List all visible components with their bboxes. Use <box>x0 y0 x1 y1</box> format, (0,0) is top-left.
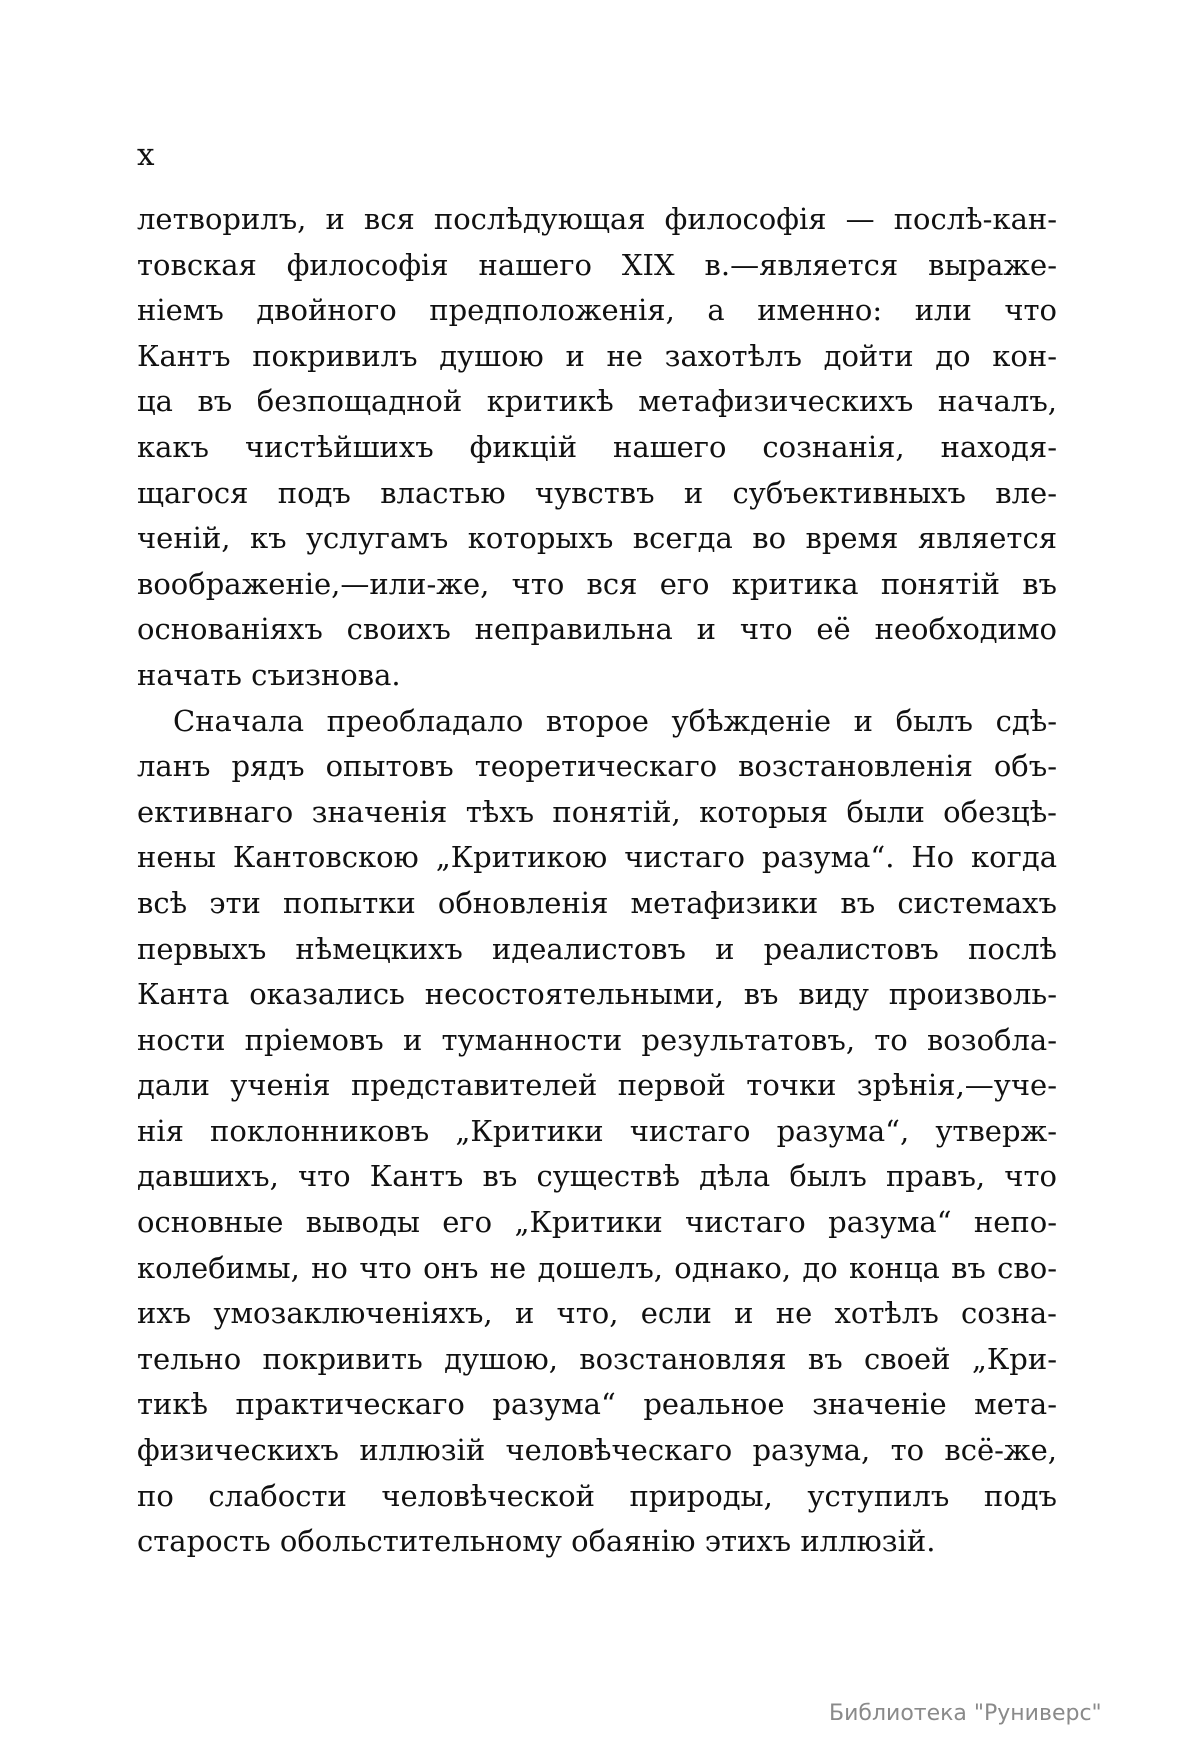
text-line: основаніяхъ своихъ неправильна и что её необходимо <box>137 612 1057 647</box>
text-line: воображеніе,—или-же, что вся его критика понятій въ <box>137 566 1057 601</box>
text-line: нены Кантовскою „Критикою чистаго разума“. Но когда <box>137 840 1057 875</box>
text-line: летворилъ, и вся послѣдующая философія — послѣ-кан- <box>137 202 1057 236</box>
text-line: всѣ эти попытки обновленія метафизики въ системахъ <box>137 885 1057 920</box>
text-line: тикѣ практическаго разума“ реальное значеніе мета- <box>137 1387 1057 1422</box>
text-line: товская философія нашего XIX в.—является выраже- <box>137 247 1057 282</box>
text-line: ніемъ двойного предположенія, а именно: или что <box>137 293 1057 328</box>
text-line: начать съизнова. <box>137 657 401 692</box>
text-line: старость обольстительному обаянію этихъ иллюзій. <box>137 1524 936 1559</box>
text-line: физическихъ иллюзій человѣческаго разума, то всё-же, <box>137 1433 1057 1468</box>
text-line: основные выводы его „Критики чистаго разума“ непо- <box>137 1205 1057 1240</box>
text-line: ланъ рядъ опытовъ теоретическаго возстановленія объ- <box>137 749 1057 784</box>
text-line: Канта оказались несостоятельными, въ виду произволь- <box>137 977 1057 1012</box>
paragraph <box>137 197 1057 699</box>
text-line: давшихъ, что Кантъ въ существѣ дѣла былъ правъ, что <box>137 1159 1057 1194</box>
text-line: ихъ умозаключеніяхъ, и что, если и не хотѣлъ созна- <box>137 1296 1057 1331</box>
text-line: колебимы, но что онъ не дошелъ, однако, до конца въ сво- <box>137 1250 1057 1285</box>
text-line: Сначала преобладало второе убѣжденіе и былъ сдѣ- <box>173 703 1057 738</box>
text-line: Кантъ покривилъ душою и не захотѣлъ дойти до кон- <box>137 338 1057 373</box>
text-line: ченій, къ услугамъ которыхъ всегда во время является <box>137 521 1057 556</box>
text-line: ца въ безпощадной критикѣ метафизическихъ началъ, <box>137 384 1057 419</box>
body-text <box>137 197 1057 1565</box>
text-line: первыхъ нѣмецкихъ идеалистовъ и реалистовъ послѣ <box>137 931 1057 966</box>
library-watermark: Библиотека "Руниверс" <box>829 1701 1102 1726</box>
text-line: ности пріемовъ и туманности результатовъ, то возобла- <box>137 1022 1057 1057</box>
text-line: какъ чистѣйшихъ фикцій нашего сознанія, находя- <box>137 429 1057 464</box>
paragraph <box>137 699 1057 1565</box>
text-line: дали ученія представителей первой точки зрѣнія,—уче- <box>137 1068 1057 1103</box>
text-line: щагося подъ властью чувствъ и субъективныхъ вле- <box>137 475 1057 510</box>
text-line: по слабости человѣческой природы, уступилъ подъ <box>137 1478 1057 1513</box>
page-number: x <box>137 137 155 173</box>
text-line: нія поклонниковъ „Критики чистаго разума“, утверж- <box>137 1113 1057 1148</box>
text-line: ективнаго значенія тѣхъ понятій, которыя были обезцѣ- <box>137 794 1057 829</box>
text-line: тельно покривить душою, возстановляя въ своей „Кри- <box>137 1341 1057 1376</box>
